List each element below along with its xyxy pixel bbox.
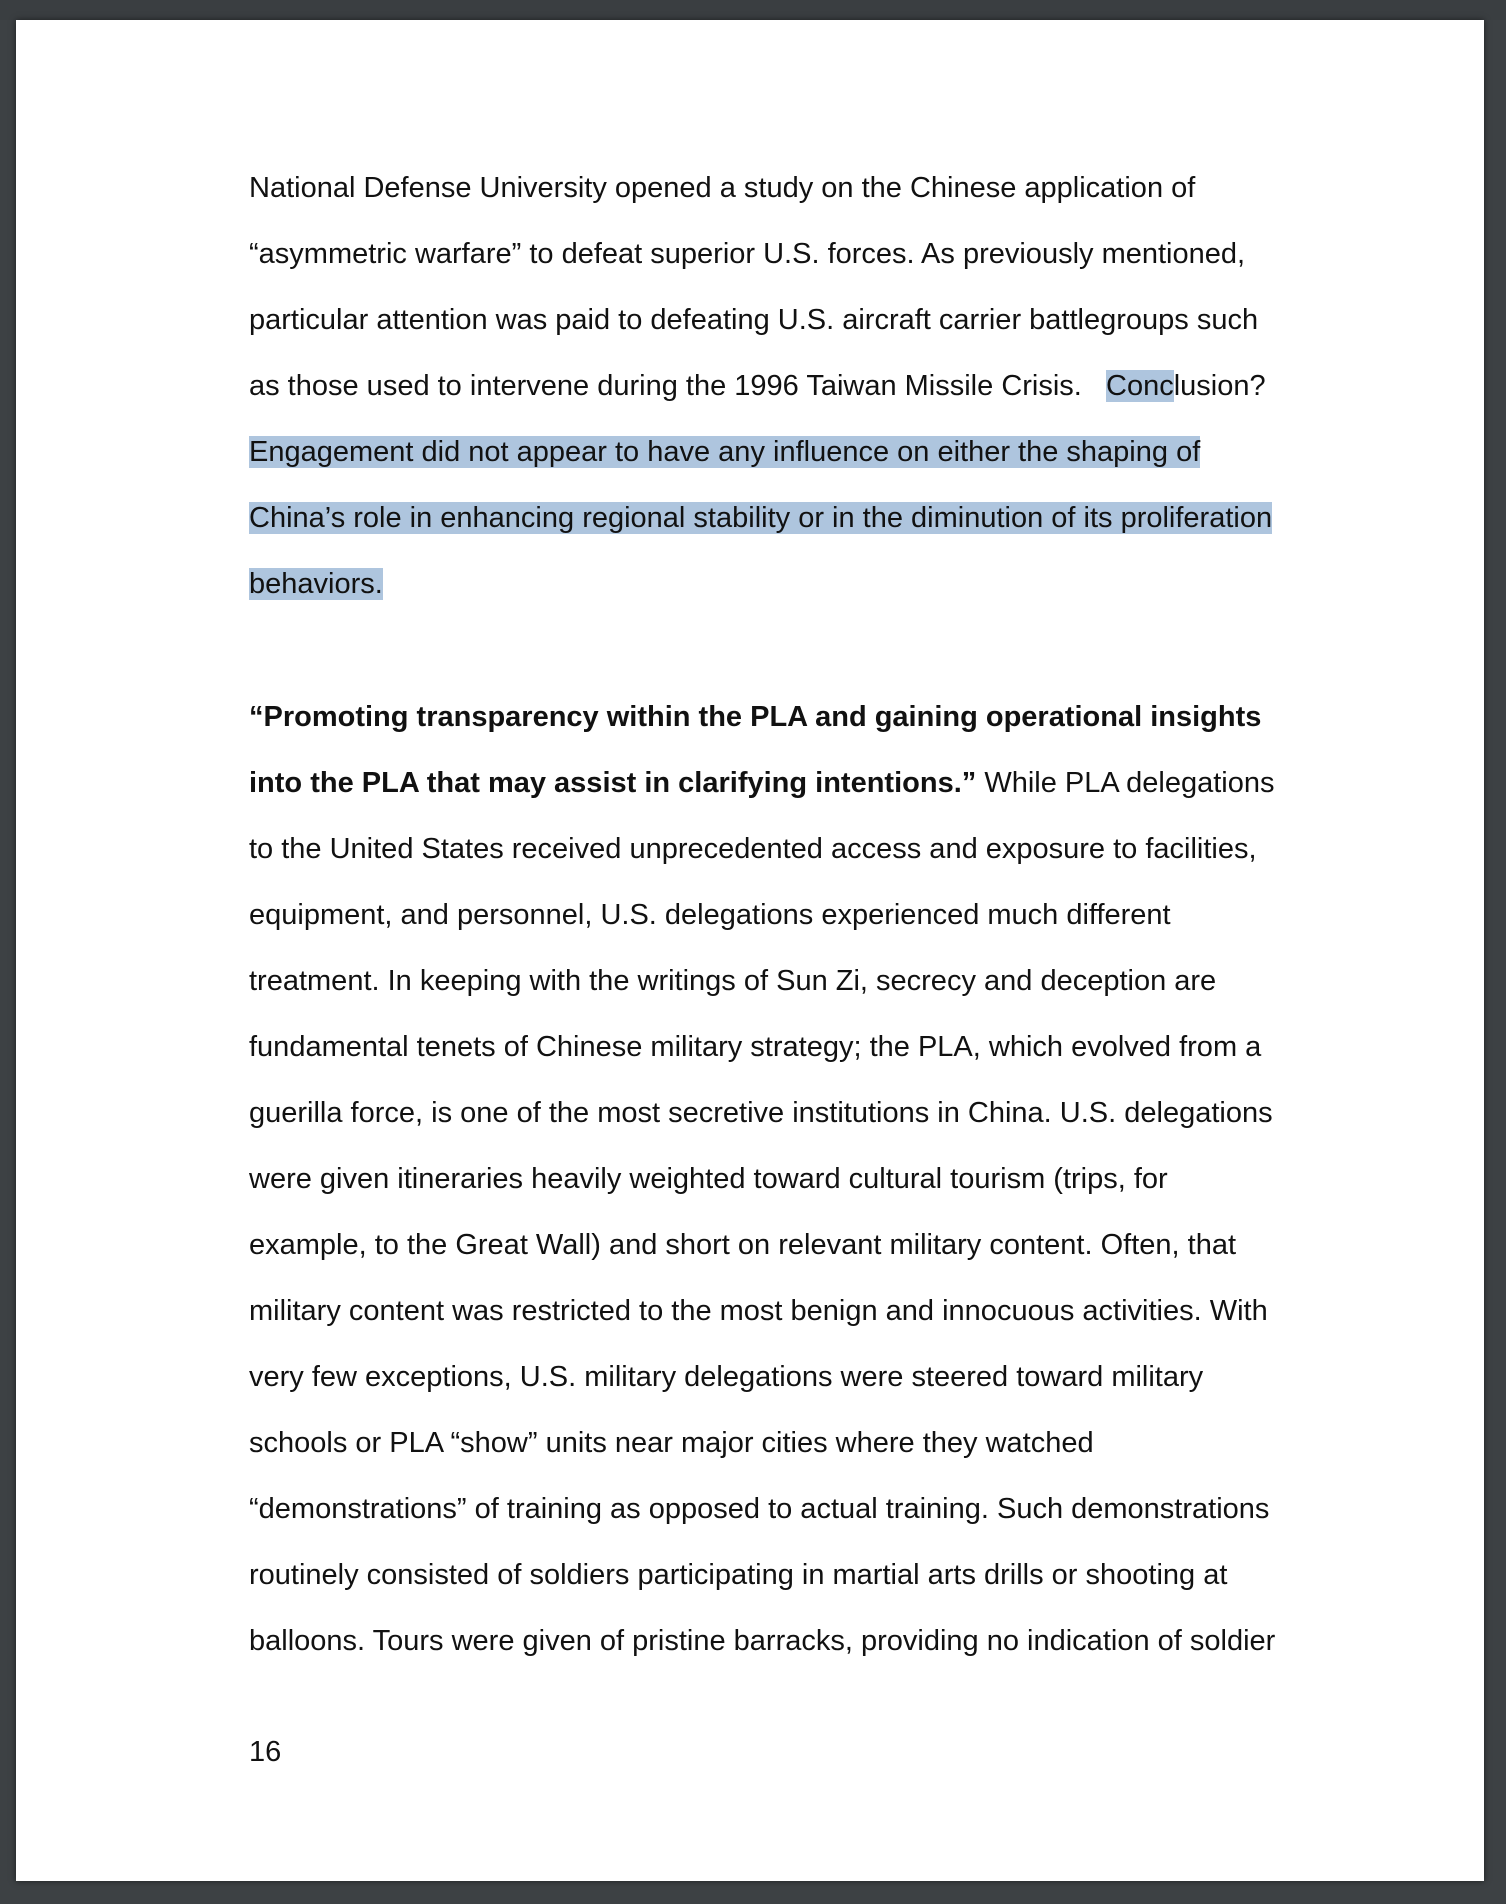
text-line: [249, 566, 383, 602]
text-line: particular attention was paid to defeating U.S. aircraft carrier battlegroups such: [249, 304, 1259, 336]
text-line: balloons. Tours were given of pristine barracks, providing no indication of soldier: [249, 1625, 1276, 1657]
text-selection[interactable]: China’s role in enhancing regional stability or in the diminution of its proliferation: [249, 502, 1273, 534]
text-line: guerilla force, is one of the most secretive institutions in China. U.S. delegations: [249, 1097, 1273, 1129]
document-page[interactable]: [16, 20, 1484, 1881]
page-number: 16: [249, 1736, 282, 1768]
text-selection[interactable]: Conc: [1106, 370, 1174, 402]
text-selection[interactable]: Engagement did not appear to have any influence on either the shaping of: [249, 436, 1201, 468]
text-line: treatment. In keeping with the writings of Sun Zi, secrecy and deception are: [249, 965, 1217, 997]
text-line: were given itineraries heavily weighted toward cultural tourism (trips, for: [249, 1163, 1168, 1195]
section-heading: “Promoting transparency within the PLA and gaining operational insights: [249, 701, 1262, 733]
text-line: [249, 500, 1272, 536]
text-line: military content was restricted to the most benign and innocuous activities. With: [249, 1295, 1268, 1327]
text-line: National Defense University opened a study on the Chinese application of: [249, 172, 1196, 204]
text-line: example, to the Great Wall) and short on relevant military content. Often, that: [249, 1229, 1237, 1261]
text-line: as those used to intervene during the 1996 Taiwan Missile Crisis. Conclusion?: [249, 370, 1266, 402]
text-line: “asymmetric warfare” to defeat superior U.S. forces. As previously mentioned,: [249, 238, 1246, 270]
viewer-top-bar: [0, 0, 1506, 20]
text-line: [249, 434, 1200, 470]
text-line: very few exceptions, U.S. military delegations were steered toward military: [249, 1361, 1204, 1393]
text-line: schools or PLA “show” units near major cities where they watched: [249, 1427, 1094, 1459]
text-line: into the PLA that may assist in clarifying intentions.” While PLA delegations: [249, 767, 1275, 799]
text-line: equipment, and personnel, U.S. delegations experienced much different: [249, 899, 1171, 931]
text-line: to the United States received unprecedented access and exposure to facilities,: [249, 833, 1257, 865]
text-line: routinely consisted of soldiers participating in martial arts drills or shooting at: [249, 1559, 1228, 1591]
text-line: fundamental tenets of Chinese military strategy; the PLA, which evolved from a: [249, 1031, 1262, 1063]
text-selection[interactable]: behaviors.: [249, 568, 383, 600]
section-heading: into the PLA that may assist in clarifying intentions.”: [249, 767, 977, 799]
text-line: “demonstrations” of training as opposed to actual training. Such demonstrations: [249, 1493, 1270, 1525]
